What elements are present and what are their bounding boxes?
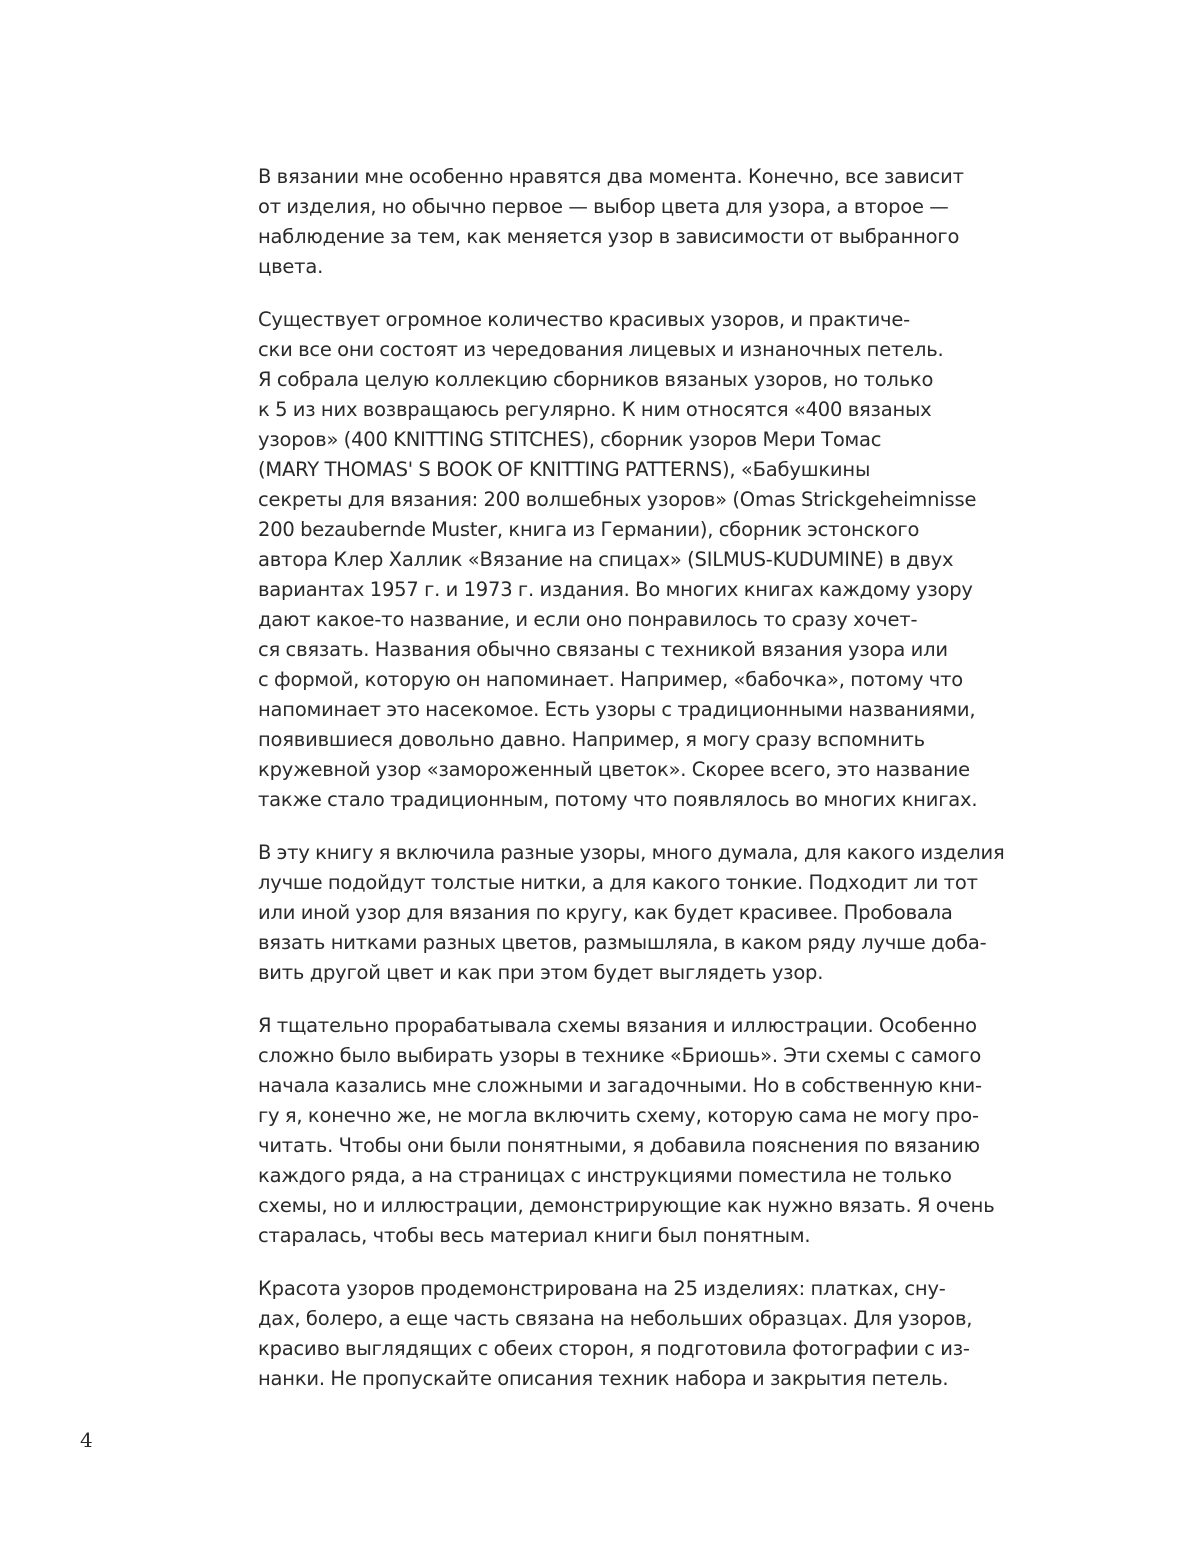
text-line: ски все они состоят из чередования лицевых и изнаночных петель. (258, 338, 944, 361)
text-line: гу я, конечно же, не могла включить схему, которую сама не могу про- (258, 1104, 979, 1127)
page-number: 4 (80, 1428, 93, 1452)
text-line: каждого ряда, а на страницах с инструкциями поместила не только (258, 1164, 952, 1187)
paragraph-3 (258, 838, 1005, 988)
text-line: (MARY THOMAS' S BOOK OF KNITTING PATTERNS), «Бабушкины (258, 458, 871, 481)
paragraph-1 (258, 162, 978, 282)
text-line: наблюдение за тем, как меняется узор в зависимости от выбранного (258, 225, 960, 248)
text-line: схемы, но и иллюстрации, демонстрирующие как нужно вязать. Я очень (258, 1194, 995, 1217)
text-line: узоров» (400 KNITTING STITCHES), сборник узоров Мери Томас (258, 428, 882, 451)
text-line: появившиеся довольно давно. Например, я могу сразу вспомнить (258, 728, 925, 751)
text-line: красиво выглядящих с обеих сторон, я подготовила фотографии с из- (258, 1337, 970, 1360)
text-line: В эту книгу я включила разные узоры, много думала, для какого изделия (258, 841, 1005, 864)
text-line: 200 bezaubernde Muster, книга из Германии), сборник эстонского (258, 518, 920, 541)
text-line: Существует огромное количество красивых узоров, и практиче- (258, 308, 910, 331)
text-line: читать. Чтобы они были понятными, я добавила пояснения по вязанию (258, 1134, 980, 1157)
text-line: сложно было выбирать узоры в технике «Бриошь». Эти схемы с самого (258, 1044, 982, 1067)
text-line: или иной узор для вязания по кругу, как будет красивее. Пробовала (258, 901, 953, 924)
paragraph-4 (258, 1011, 995, 1251)
text-line: с формой, которую он напоминает. Например, «бабочка», потому что (258, 668, 963, 691)
text-line: к 5 из них возвращаюсь регулярно. К ним относятся «400 вязаных (258, 398, 932, 421)
text-line: нанки. Не пропускайте описания техник набора и закрытия петель. (258, 1367, 949, 1390)
text-line: дают какое-то название, и если оно понравилось то сразу хочет- (258, 608, 918, 631)
text-line: кружевной узор «замороженный цветок». Скорее всего, это название (258, 758, 970, 781)
text-line: ся связать. Названия обычно связаны с техникой вязания узора или (258, 638, 948, 661)
text-line: автора Клер Халлик «Вязание на спицах» (SILMUS-KUDUMINE) в двух (258, 548, 954, 571)
text-line: цвета. (258, 255, 324, 278)
text-line: В вязании мне особенно нравятся два момента. Конечно, все зависит (258, 165, 964, 188)
text-line: также стало традиционным, потому что появлялось во многих книгах. (258, 788, 978, 811)
text-line: лучше подойдут толстые нитки, а для какого тонкие. Подходит ли тот (258, 871, 978, 894)
text-line: Красота узоров продемонстрирована на 25 изделиях: платках, сну- (258, 1277, 946, 1300)
text-line: начала казались мне сложными и загадочными. Но в собственную кни- (258, 1074, 982, 1097)
text-line: секреты для вязания: 200 волшебных узоров» (Omas Strickgeheimnisse (258, 488, 977, 511)
text-line: старалась, чтобы весь материал книги был понятным. (258, 1224, 811, 1247)
text-line: Я собрала целую коллекцию сборников вязаных узоров, но только (258, 368, 934, 391)
paragraph-5 (258, 1274, 978, 1394)
text-line: вить другой цвет и как при этом будет выглядеть узор. (258, 961, 824, 984)
text-line: Я тщательно прорабатывала схемы вязания и иллюстрации. Особенно (258, 1014, 977, 1037)
text-line: дах, болеро, а еще часть связана на небольших образцах. Для узоров, (258, 1307, 973, 1330)
body-text (258, 162, 1005, 1417)
text-line: вязать нитками разных цветов, размышляла, в каком ряду лучше доба- (258, 931, 987, 954)
text-line: напоминает это насекомое. Есть узоры с традиционными названиями, (258, 698, 976, 721)
text-line: вариантах 1957 г. и 1973 г. издания. Во многих книгах каждому узору (258, 578, 973, 601)
paragraph-2 (258, 305, 978, 815)
text-line: от изделия, но обычно первое — выбор цвета для узора, а второе — (258, 195, 949, 218)
